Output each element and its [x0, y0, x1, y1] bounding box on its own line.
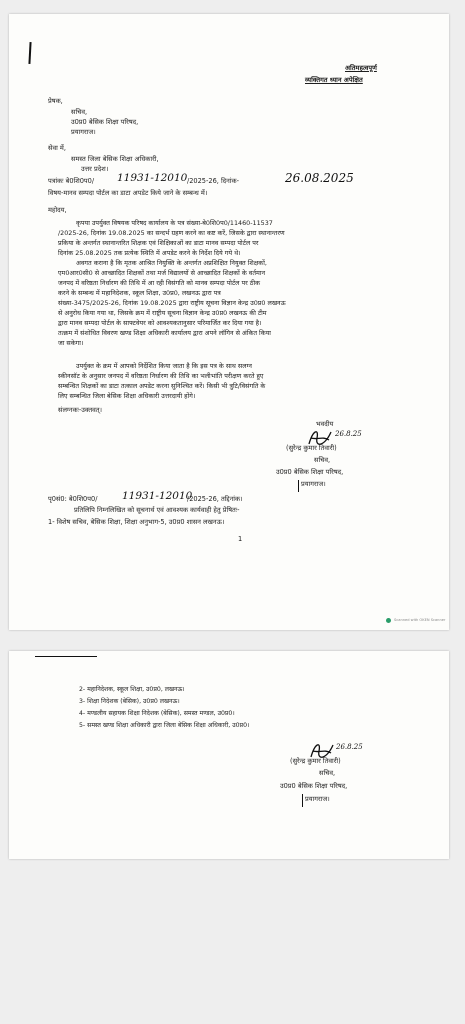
paragraph-2-line: अवगत कराना है कि मृतक आश्रित नियुक्ति के अन्तर्गत अप्रशिक्षित नियुक्त शिक्षकों, [76, 259, 267, 267]
reference-mid: /2025-26, दिनांक- [187, 177, 239, 185]
signatory-title: सचिव, [314, 456, 331, 464]
copy-item-2: 2- महानिदेशक, स्कूल शिक्षा, उ0प्र0, लखनऊ। [79, 686, 185, 693]
paragraph-2-line: से अनुरोध किया गया था, जिसके क्रम में राष्ट्रीय सूचना विज्ञान केन्द्र उ0प्र0 लखनऊ की टीम [58, 308, 267, 317]
paragraph-2-line: तत्क्रम में संशोधित विवरण खण्ड शिक्षा अधिकारी कार्यालय द्वारा अपने लॉगिन से अंकित किया [58, 328, 271, 337]
scanner-watermark: Scanned with OKEN Scanner [394, 618, 446, 622]
paragraph-3-line: उपर्युक्त के क्रम में आपको निर्देशित किया जाता है कि इस पत्र के साथ सलग्न [76, 362, 252, 370]
signature-date: 26.8.25 [336, 743, 363, 751]
paragraph-2-line: द्वारा मानव सम्पदा पोर्टल के साफ्टवेयर को आवश्यकतानुसार परिमार्जित कर दिया गया है। [58, 318, 262, 327]
sender-label: प्रेषक, [48, 97, 63, 105]
paragraph-3-line: सम्बन्धित शिक्षकों का डाटा तत्काल अपडेट करना सुनिश्चित करें। किसी भी त्रुटि/विसंगति के [58, 381, 266, 390]
reference-date-handwritten: 26.08.2025 [285, 171, 354, 185]
sender-line-1: सचिव, [71, 108, 88, 116]
signatory-org: उ0प्र0 बेसिक शिक्षा परिषद, [276, 468, 344, 476]
paragraph-2-line: एम0आर0सी0 से आच्छादित शिक्षकों तथा मर्ज विद्यालयों से आच्छादित शिक्षकों के वर्तमान [58, 268, 266, 277]
endorsement-prefix: पृ0सं0: बे0शि0प0/ [48, 495, 98, 503]
copy-item-5: 5- समस्त खण्ड शिक्षा अधिकारी द्वारा जिला बेसिक शिक्षा अधिकारी, उ0प्र0। [79, 722, 250, 729]
paragraph-1-line: /2025-26, दिनांक 19.08.2025 का सन्दर्भ ग्रहण करने का कष्ट करें, जिसके द्वारा स्थानान्तरण [58, 228, 285, 237]
paragraph-1-line: प्रकिया के अन्तर्गत स्थानान्तरित शिक्षक एवं शिक्षिकाओं का डाटा मानव सम्पदा पोर्टल पर [58, 238, 259, 247]
top-line-mark [35, 656, 97, 657]
subject-line: विषय-मानव सम्पदा पोर्टल का डाटा अपडेट किये जाने के सम्बन्ध में। [48, 189, 208, 197]
document-page-2 [9, 651, 449, 859]
recipient-line-2: उत्तर प्रदेश। [81, 165, 109, 173]
endorsement-number-handwritten: 11931-12010 [122, 490, 193, 502]
paragraph-3-line: लिए सम्बन्धित जिला बेसिक शिक्षा अधिकारी उत्तरदायी होंगे। [58, 391, 196, 400]
signatory-city: प्रयागराज। [305, 795, 330, 803]
copy-item-1: 1- विशेष सचिव, बेसिक शिक्षा, शिक्षा अनुभाग-5, उ0प्र0 शासन लखनऊ। [48, 518, 225, 526]
page-number: 1 [238, 535, 243, 543]
sender-line-3: प्रयागराज। [71, 128, 96, 136]
enclosure-label: संलग्नकः-उक्तवत्। [58, 406, 103, 414]
paragraph-1-line: दिनांक 25.08.2025 तक प्रत्येक स्थिति में अपडेट करने के निर्देश दिये गये थे। [58, 248, 241, 257]
paragraph-1-line: कृपया उपर्युक्त विषयक परिषद कार्यालय के पत्र संख्या-बे0शि0प0/11460-11537 [76, 219, 273, 227]
paragraph-2-line: जनपद में वरिष्ठता निर्धारण की तिथि में आ रही विसंगति को मानव सम्पदा पोर्टल पर ठीक [58, 278, 261, 287]
scanner-logo-icon [386, 618, 391, 623]
sender-line-2: उ0प्र0 बेसिक शिक्षा परिषद, [71, 118, 139, 126]
signatory-org: उ0प्र0 बेसिक शिक्षा परिषद, [280, 782, 348, 790]
paragraph-1 [58, 219, 406, 259]
copy-item-3: 3- शिक्षा निदेशक (बेसिक), उ0प्र0 लखनऊ। [79, 698, 180, 705]
paragraph-2 [58, 259, 406, 349]
document-page-1 [9, 14, 449, 630]
endorsement-intro: प्रतिलिपि निम्नलिखित को सूचनार्थ एवं आवश्यक कार्यवाही हेतु प्रेषितः- [74, 506, 240, 514]
reference-number-handwritten: 11931-12010 [117, 172, 188, 184]
confidential-label: अतिमहत्वपूर्ण [345, 64, 377, 72]
signature-date: 26.8.25 [335, 430, 362, 438]
recipient-line-1: समस्त जिला बेसिक शिक्षा अधिकारी, [71, 155, 159, 163]
paragraph-2-line: करने के सम्बन्ध में महानिदेशक, स्कूल शिक्षा, उ0प्र0, लखनऊ द्वारा पत्र [58, 288, 221, 297]
scan-mark [28, 42, 31, 64]
signatory-city: प्रयागराज। [301, 480, 326, 488]
endorsement-suffix: /2025-26, तद्दिनांक। [187, 495, 243, 503]
paragraph-3 [58, 362, 406, 402]
recipient-label: सेवा में, [48, 144, 66, 152]
paragraph-2-line: संख्या-3475/2025-26, दिनांक 19.08.2025 द्वारा राष्ट्रीय सूचना विज्ञान केन्द्र उ0प्र0 लखनऊ [58, 298, 286, 307]
signatory-title: सचिव, [319, 769, 336, 777]
city-mark [302, 794, 303, 807]
paragraph-3-line: स्कीनसॉट के अनुसार जनपद में वरिष्ठता निर्धारण की तिथि का भलीभांति परीक्षण करते हुए [58, 371, 264, 380]
reference-prefix: पत्रांकः बे0शि0प0/ [48, 177, 95, 185]
paragraph-2-line: जा सकेगा। [58, 338, 84, 347]
signatory-name: (सुरेन्द्र कुमार तिवारी) [290, 757, 341, 765]
signatory-name: (सुरेन्द्र कुमार तिवारी) [286, 444, 337, 452]
copy-item-4: 4- मण्डलीय सहायक शिक्षा निदेशक (बेसिक), समस्त मण्डल, उ0प्र0। [79, 710, 235, 717]
city-mark [298, 480, 299, 492]
closing-bhavadiya: भवदीय [316, 420, 334, 428]
salutation: महोदय, [48, 206, 67, 214]
personal-attention-label: व्यक्तिगत ध्यान अपेक्षित [305, 76, 363, 84]
